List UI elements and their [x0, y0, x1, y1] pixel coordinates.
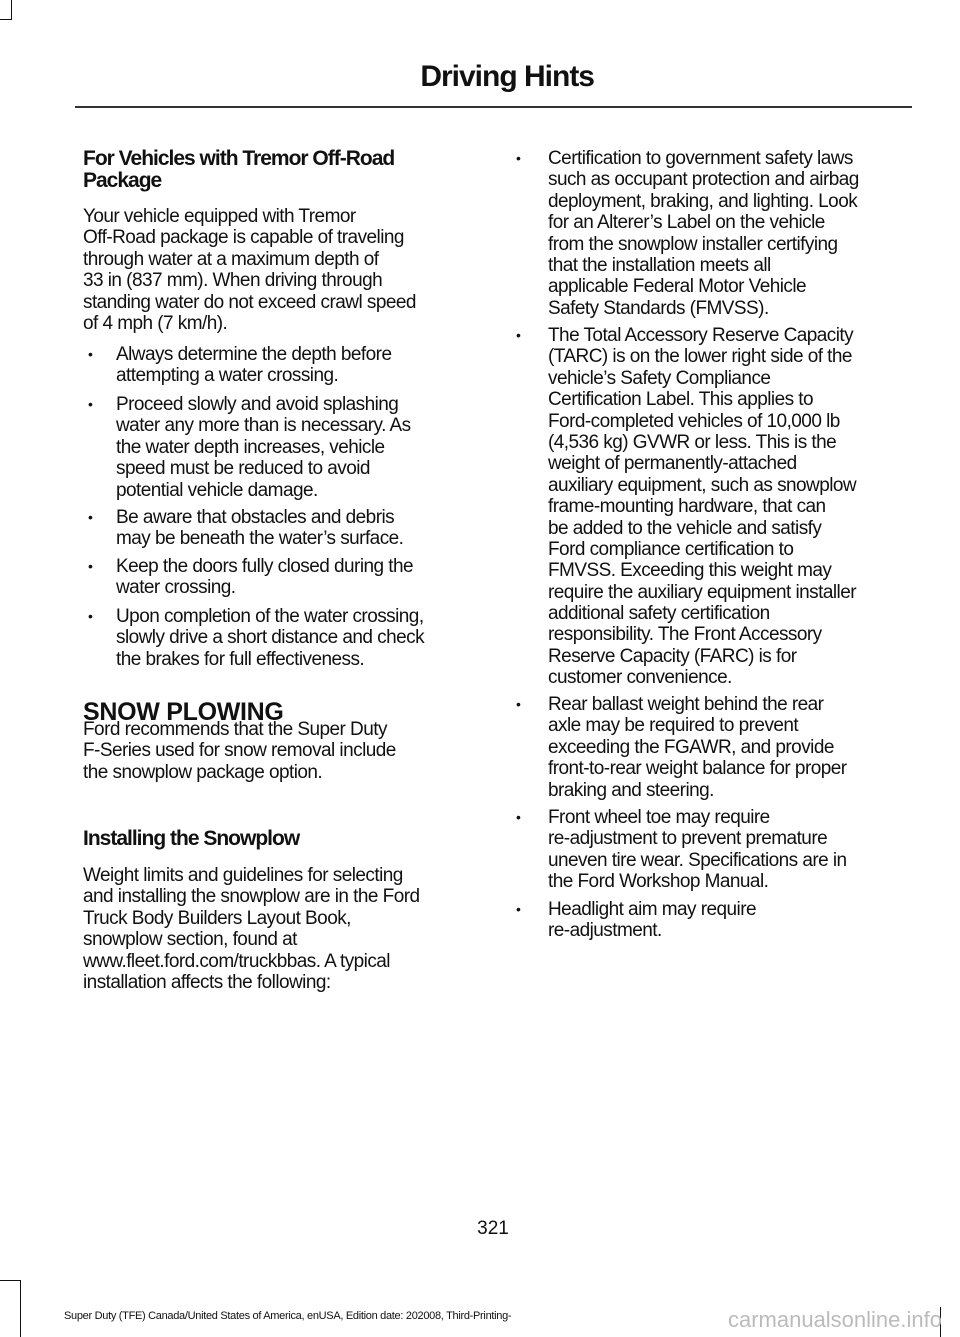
text-line: Truck Body Builders Layout Book, [83, 907, 351, 929]
text-line: auxiliary equipment, such as snowplow [548, 474, 857, 496]
bullet-dot: • [88, 509, 93, 525]
text-line: applicable Federal Motor Vehicle [548, 276, 807, 298]
text-line: www.fleet.ford.com/truckbbas. A typical [83, 950, 390, 972]
text-line: from the snowplow installer certifying [548, 233, 838, 255]
text-line: snowplow section, found at [83, 929, 297, 951]
bullet-item [548, 694, 847, 801]
text-line: standing water do not exceed crawl speed [83, 291, 416, 313]
text-line: responsibility. The Front Accessory [548, 624, 822, 646]
text-line: For Vehicles with Tremor Off-Road [83, 147, 395, 170]
bullet-dot: • [516, 809, 521, 825]
bullet-item [548, 899, 756, 942]
snow-paragraph [83, 719, 396, 783]
bullet-item [548, 325, 856, 689]
bullet-item [548, 807, 847, 893]
text-line: The Total Accessory Reserve Capacity [548, 325, 854, 346]
text-line: slowly drive a short distance and check [116, 627, 425, 649]
text-line: SNOW PLOWING [83, 698, 284, 726]
text-line: Proceed slowly and avoid splashing [116, 394, 399, 415]
text-line: attempting a water crossing. [116, 365, 339, 387]
text-line: for an Alterer’s Label on the vehicle [548, 212, 825, 234]
text-line: installation affects the following: [83, 971, 331, 993]
bullet-item [548, 148, 859, 319]
text-line: exceeding the FGAWR, and provide [548, 736, 834, 758]
text-line: water any more than is necessary. As [116, 415, 411, 437]
crop-mark [11, 0, 12, 20]
bullet-dot: • [516, 150, 521, 166]
page-number: 321 [477, 1218, 509, 1239]
text-line: Headlight aim may require [548, 899, 757, 920]
install-paragraph [83, 865, 420, 993]
text-line: Rear ballast weight behind the rear [548, 694, 824, 715]
text-line: (TARC) is on the lower right side of the [548, 346, 852, 368]
text-line: be added to the vehicle and satisfy [548, 517, 822, 539]
bullet-item [116, 344, 391, 387]
tremor-paragraph [83, 206, 416, 334]
text-line: Certification Label. This applies to [548, 389, 814, 411]
crop-mark [20, 1280, 21, 1337]
text-line: the brakes for full effectiveness. [116, 648, 365, 670]
text-line: (4,536 kg) GVWR or less. This is the [548, 431, 837, 453]
bullet-dot: • [88, 558, 93, 574]
bullet-dot: • [516, 696, 521, 712]
text-line: the water depth increases, vehicle [116, 436, 385, 458]
text-line: front-to-rear weight balance for proper [548, 758, 847, 780]
bullet-item [116, 507, 403, 550]
crop-mark [0, 1280, 20, 1281]
text-line: braking and steering. [548, 779, 714, 801]
text-line: Upon completion of the water crossing, [116, 606, 424, 627]
text-line: and installing the snowplow are in the Ford [83, 886, 420, 908]
text-line: Installing the Snowplow [83, 827, 300, 850]
bullet-item [116, 556, 413, 599]
text-line: deployment, braking, and lighting. Look [548, 190, 858, 212]
text-line: Off-Road package is capable of traveling [83, 227, 404, 249]
text-line: Front wheel toe may require [548, 807, 770, 828]
text-line: Ford-completed vehicles of 10,000 lb [548, 410, 840, 432]
text-line: the Ford Workshop Manual. [548, 871, 769, 893]
installing-heading [83, 828, 299, 850]
text-line: FMVSS. Exceeding this weight may [548, 560, 832, 582]
bullet-dot: • [88, 346, 93, 362]
text-line: Certification to government safety laws [548, 148, 853, 169]
text-line: Reserve Capacity (FARC) is for [548, 645, 797, 667]
text-line: potential vehicle damage. [116, 479, 318, 501]
text-line: Always determine the depth before [116, 344, 392, 365]
text-line: speed must be reduced to avoid [116, 458, 370, 480]
text-line: re-adjustment. [548, 920, 662, 942]
tremor-heading [83, 148, 394, 192]
text-line: through water at a maximum depth of [83, 248, 379, 270]
text-line: 33 in (837 mm). When driving through [83, 270, 383, 292]
text-line: Ford compliance certification to [548, 538, 794, 560]
page-title: Driving Hints [420, 60, 594, 93]
text-line: uneven tire wear. Specifications are in [548, 849, 847, 871]
text-line: Weight limits and guidelines for selecting [83, 865, 403, 886]
edition-footer: Super Duty (TFE) Canada/United States of America, enUSA, Edition date: 202008, Third-Printing- [64, 1310, 512, 1322]
bullet-dot: • [516, 327, 521, 343]
bullet-dot: • [88, 396, 93, 412]
text-line: of 4 mph (7 km/h). [83, 312, 228, 334]
text-line: Safety Standards (FMVSS). [548, 297, 769, 319]
text-line: that the installation meets all [548, 254, 771, 276]
bullet-item [116, 606, 424, 670]
text-line: additional safety certification [548, 603, 770, 625]
text-line: require the auxiliary equipment installer [548, 581, 857, 603]
bullet-dot: • [88, 608, 93, 624]
text-line: Keep the doors fully closed during the [116, 556, 414, 577]
text-line: customer convenience. [548, 667, 732, 689]
text-line: Your vehicle equipped with Tremor [83, 206, 356, 227]
text-line: Package [83, 169, 162, 192]
text-line: water crossing. [116, 577, 236, 599]
text-line: re-adjustment to prevent premature [548, 828, 828, 850]
text-line: vehicle’s Safety Compliance [548, 367, 771, 389]
text-line: frame-mounting hardware, that can [548, 496, 826, 518]
text-line: the snowplow package option. [83, 761, 323, 783]
watermark: carmanualsonline.info [727, 1307, 942, 1332]
text-line: F-Series used for snow removal include [83, 740, 396, 762]
text-line: weight of permanently-attached [548, 453, 797, 475]
bullet-dot: • [516, 901, 521, 917]
bullet-item [116, 394, 411, 501]
text-line: may be beneath the water’s surface. [116, 528, 404, 550]
text-line: axle may be required to prevent [548, 715, 799, 737]
header-divider [75, 106, 912, 108]
text-line: Ford recommends that the Super Duty [83, 719, 387, 740]
text-line: Be aware that obstacles and debris [116, 507, 395, 528]
text-line: such as occupant protection and airbag [548, 169, 859, 191]
